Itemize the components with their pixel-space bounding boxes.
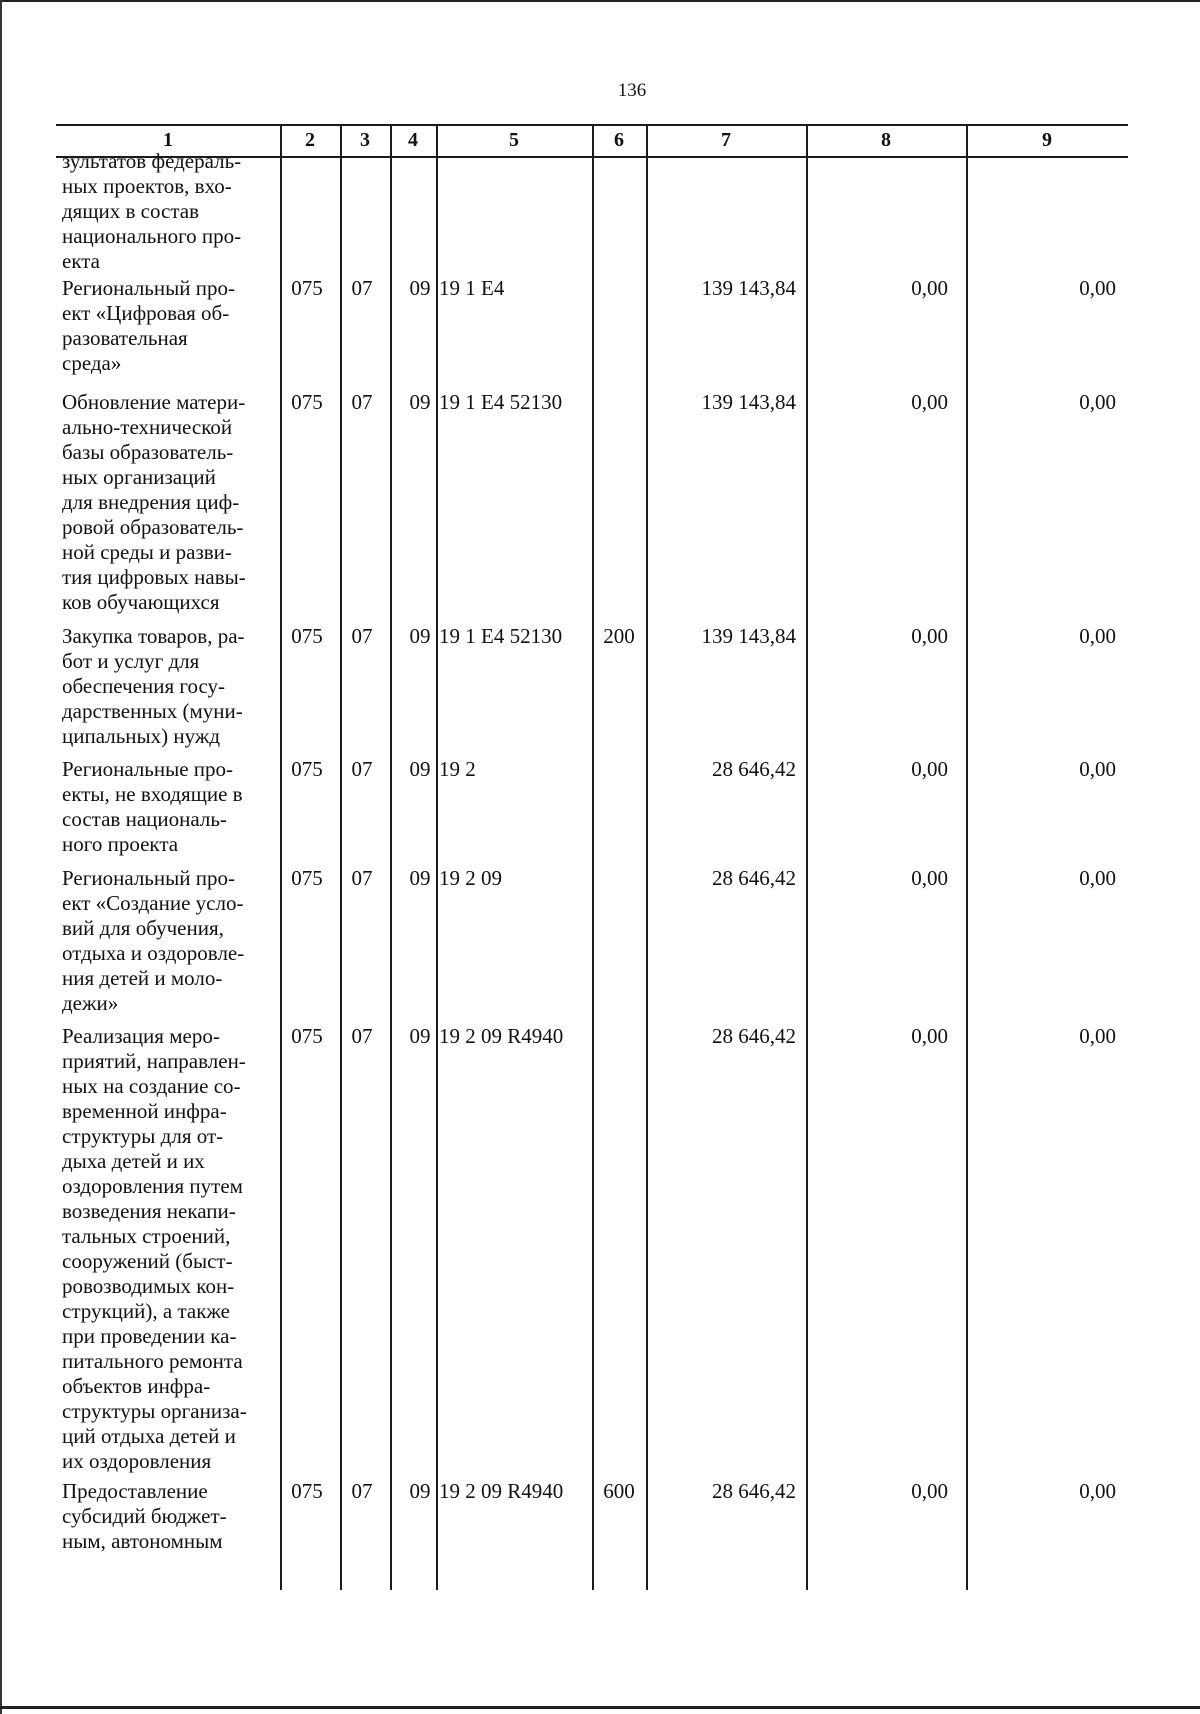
cell-ministry-code: 075 [291, 1479, 323, 1503]
description-line: ков обучающихся [62, 590, 220, 614]
column-header: 1 [163, 129, 173, 151]
description-line: екты, не входящие в [62, 782, 243, 806]
description-line: екта [62, 249, 101, 273]
description-line: ной среды и разви- [62, 540, 232, 564]
row-description [62, 624, 276, 749]
row-description [62, 149, 276, 274]
row-description [62, 1479, 276, 1554]
cell-amount-col7: 139 143,84 [701, 624, 796, 648]
description-line: ровой образователь- [62, 515, 244, 539]
column-divider [646, 124, 648, 1590]
cell-subsection: 09 [409, 866, 431, 890]
row-description [62, 390, 276, 615]
cell-amount-col9: 0,00 [1079, 276, 1116, 300]
column-header: 6 [614, 129, 624, 151]
description-line: вий для обучения, [62, 916, 224, 940]
scan-edge-top [0, 0, 1200, 2]
description-line: их оздоровления [62, 1449, 212, 1473]
cell-target-article: 19 2 09 R4940 [439, 1024, 564, 1048]
cell-amount-col9: 0,00 [1079, 390, 1116, 414]
cell-section: 07 [351, 866, 373, 890]
cell-subsection: 09 [409, 390, 431, 414]
cell-section: 07 [351, 624, 373, 648]
cell-target-article: 19 2 09 [439, 866, 502, 890]
description-line: базы образователь- [62, 440, 234, 464]
description-line: питального ремонта [62, 1349, 243, 1373]
description-line: ций отдыха детей и [62, 1424, 236, 1448]
description-line: временной инфра- [62, 1099, 227, 1123]
description-line: разовательная [62, 326, 188, 350]
description-line: ния детей и моло- [62, 966, 223, 990]
column-header: 7 [721, 129, 731, 151]
description-line: возведения некапи- [62, 1199, 236, 1223]
description-line: ципальных) нужд [62, 724, 221, 748]
description-line: субсидий бюджет- [62, 1504, 227, 1528]
description-line: тальных строений, [62, 1224, 231, 1248]
description-line: сооружений (быст- [62, 1249, 233, 1273]
row-description [62, 276, 276, 376]
cell-section: 07 [351, 276, 373, 300]
cell-amount-col8: 0,00 [911, 1024, 948, 1048]
description-line: ных проектов, вхо- [62, 174, 232, 198]
cell-amount-col8: 0,00 [911, 1479, 948, 1503]
description-line: объектов инфра- [62, 1374, 211, 1398]
description-line: Обновление матери- [62, 390, 246, 414]
description-line: ных на создание со- [62, 1074, 241, 1098]
description-line: Региональные про- [62, 757, 234, 781]
description-line: ект «Цифровая об- [62, 301, 230, 325]
column-divider [390, 124, 392, 1590]
row-description [62, 866, 276, 1016]
cell-ministry-code: 075 [291, 624, 323, 648]
column-divider [280, 124, 282, 1590]
description-line: тия цифровых навы- [62, 565, 246, 589]
description-line: для внедрения циф- [62, 490, 240, 514]
description-line: приятий, направлен- [62, 1049, 246, 1073]
column-header: 3 [360, 129, 370, 151]
cell-amount-col8: 0,00 [911, 276, 948, 300]
scan-edge-bottom [0, 1706, 1200, 1709]
description-line: Реализация меро- [62, 1024, 220, 1048]
row-description [62, 1024, 276, 1474]
description-line: Закупка товаров, ра- [62, 624, 245, 648]
description-line: дежи» [62, 991, 119, 1015]
description-line: ально-технической [62, 415, 233, 439]
cell-section: 07 [351, 1479, 373, 1503]
cell-section: 07 [351, 757, 373, 781]
column-divider [436, 124, 438, 1590]
page-number: 136 [617, 80, 647, 101]
scan-edge-left [0, 0, 2, 1714]
cell-target-article: 19 1 E4 52130 [439, 390, 563, 414]
cell-amount-col7: 28 646,42 [712, 1024, 796, 1048]
cell-subsection: 09 [409, 757, 431, 781]
description-line: Региональный про- [62, 866, 235, 890]
description-line: ного проекта [62, 832, 179, 856]
cell-subsection: 09 [409, 1479, 431, 1503]
cell-target-article: 19 1 E4 52130 [439, 624, 563, 648]
cell-amount-col7: 139 143,84 [701, 276, 796, 300]
column-divider [340, 124, 342, 1590]
budget-table [56, 124, 1128, 1590]
cell-amount-col8: 0,00 [911, 866, 948, 890]
cell-target-article: 19 1 E4 [439, 276, 505, 300]
column-divider [592, 124, 594, 1590]
cell-ministry-code: 075 [291, 390, 323, 414]
description-line: дыха детей и их [62, 1149, 205, 1173]
description-line: Региональный про- [62, 276, 235, 300]
description-line: обеспечения госу- [62, 674, 226, 698]
column-header: 2 [305, 129, 315, 151]
cell-amount-col7: 139 143,84 [701, 390, 796, 414]
description-line: ровозводимых кон- [62, 1274, 235, 1298]
cell-expense-type: 200 [603, 624, 635, 648]
description-line: Предоставление [62, 1479, 208, 1503]
cell-target-article: 19 2 [439, 757, 476, 781]
description-line: ект «Создание усло- [62, 891, 244, 915]
cell-amount-col8: 0,00 [911, 757, 948, 781]
column-header: 4 [408, 129, 418, 151]
cell-amount-col8: 0,00 [911, 390, 948, 414]
description-line: оздоровления путем [62, 1174, 243, 1198]
cell-amount-col9: 0,00 [1079, 1024, 1116, 1048]
description-line: дящих в состав [62, 199, 200, 223]
cell-amount-col9: 0,00 [1079, 866, 1116, 890]
cell-ministry-code: 075 [291, 757, 323, 781]
description-line: зультатов федераль- [62, 149, 242, 173]
cell-target-article: 19 2 09 R4940 [439, 1479, 564, 1503]
description-line: ных организаций [62, 465, 216, 489]
description-line: бот и услуг для [62, 649, 200, 673]
description-line: струкций), а также [62, 1299, 230, 1323]
description-line: состав националь- [62, 807, 227, 831]
column-divider [806, 124, 808, 1590]
cell-amount-col7: 28 646,42 [712, 757, 796, 781]
description-line: отдыха и оздоровле- [62, 941, 245, 965]
cell-ministry-code: 075 [291, 276, 323, 300]
cell-subsection: 09 [409, 276, 431, 300]
column-divider [966, 124, 968, 1590]
cell-amount-col7: 28 646,42 [712, 866, 796, 890]
description-line: структуры организа- [62, 1399, 247, 1423]
cell-expense-type: 600 [603, 1479, 635, 1503]
column-header: 5 [509, 129, 519, 151]
cell-subsection: 09 [409, 1024, 431, 1048]
description-line: ным, автономным [62, 1529, 223, 1553]
cell-amount-col9: 0,00 [1079, 1479, 1116, 1503]
description-line: дарственных (муни- [62, 699, 243, 723]
description-line: структуры для от- [62, 1124, 224, 1148]
cell-amount-col9: 0,00 [1079, 757, 1116, 781]
cell-section: 07 [351, 1024, 373, 1048]
cell-ministry-code: 075 [291, 866, 323, 890]
description-line: среда» [62, 351, 122, 375]
cell-ministry-code: 075 [291, 1024, 323, 1048]
cell-amount-col7: 28 646,42 [712, 1479, 796, 1503]
column-header: 8 [881, 129, 891, 151]
description-line: при проведении ка- [62, 1324, 237, 1348]
cell-amount-col8: 0,00 [911, 624, 948, 648]
cell-amount-col9: 0,00 [1079, 624, 1116, 648]
description-line: национального про- [62, 224, 242, 248]
cell-section: 07 [351, 390, 373, 414]
row-description [62, 757, 276, 857]
column-header: 9 [1042, 129, 1052, 151]
cell-subsection: 09 [409, 624, 431, 648]
